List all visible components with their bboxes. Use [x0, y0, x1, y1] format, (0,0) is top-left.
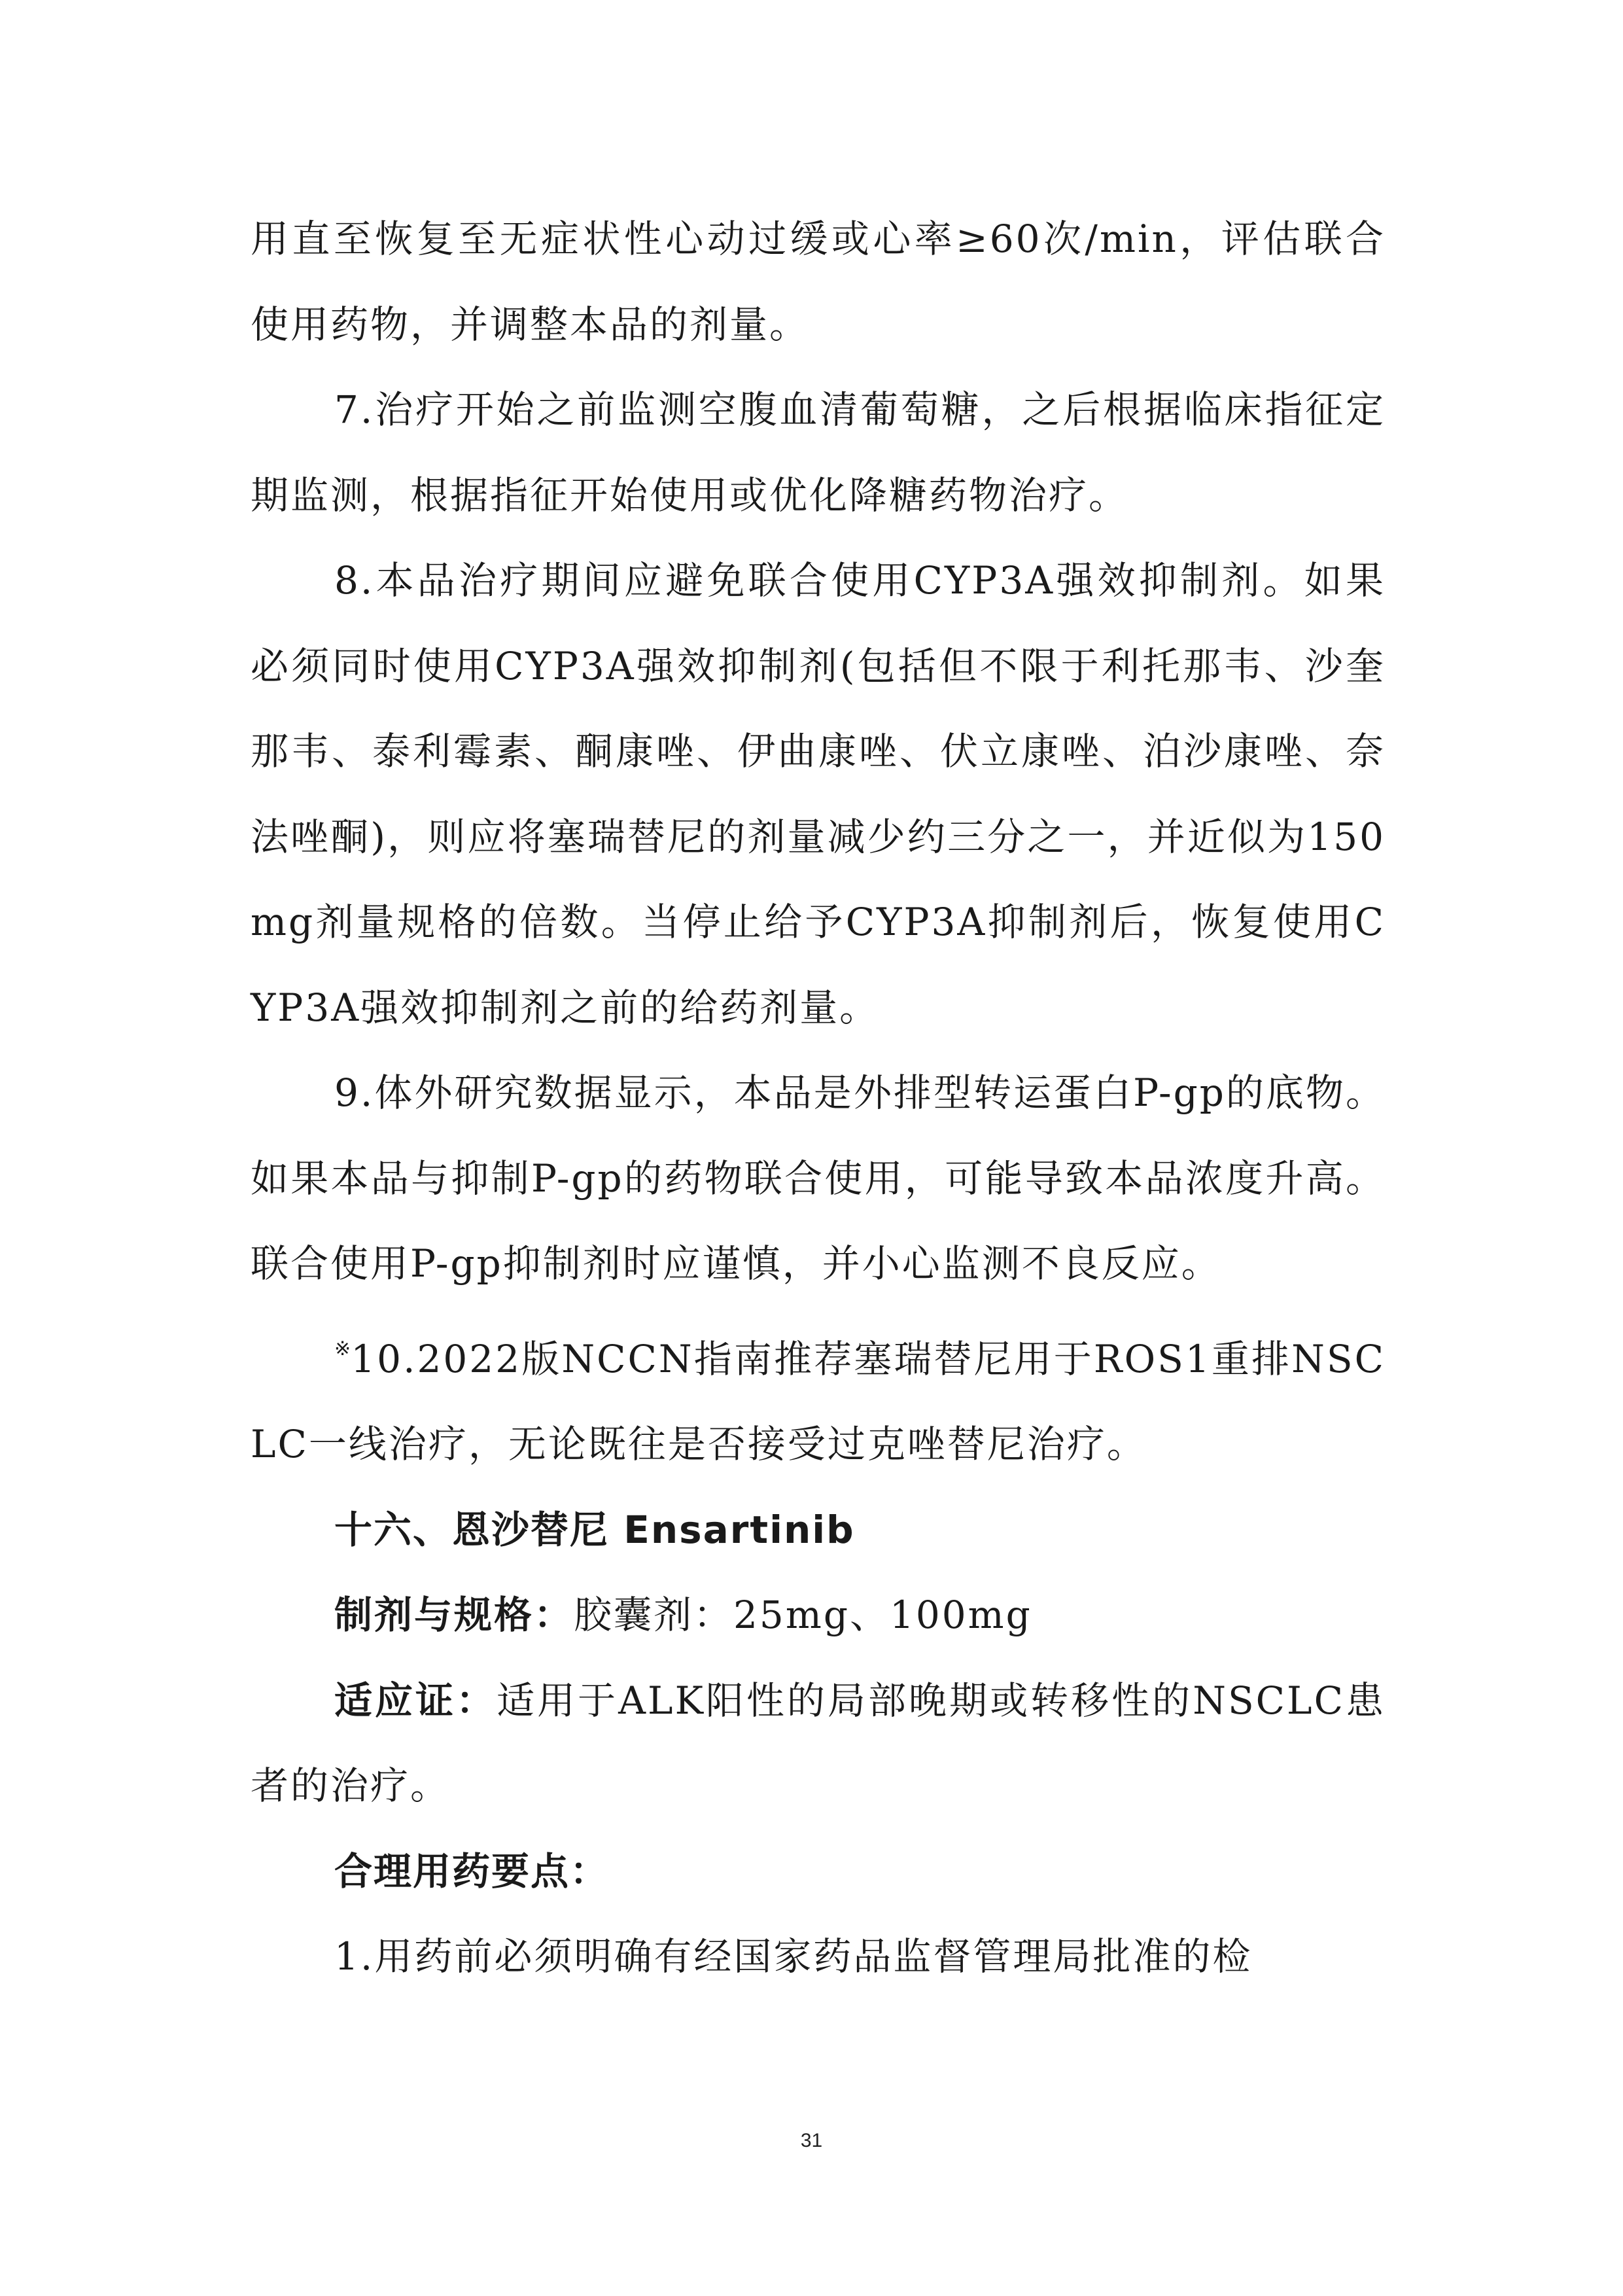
reference-mark: ※	[334, 1337, 351, 1360]
paragraph-item-8: 8.本品治疗期间应避免联合使用CYP3A强效抑制剂。如果必须同时使用CYP3A强效抑制剂(包括但不限于利托那韦、沙奎那韦、泰利霉素、酮康唑、伊曲康唑、伏立康唑、泊沙康唑、奈法唑酮)，则应将塞瑞替尼的剂量减少约三分之一，并近似为150mg剂量规格的倍数。当停止给予CYP3A抑制剂后，恢复使用CYP3A强效抑制剂之前的给药剂量。	[251, 558, 1386, 1030]
paragraph-continuation: 用直至恢复至无症状性心动过缓或心率≥60次/min，评估联合使用药物，并调整本品的剂量。	[251, 217, 1386, 347]
page-number: 31	[800, 2130, 823, 2151]
paragraph-item-10	[251, 1307, 1386, 1487]
formulation-line	[251, 1572, 1386, 1658]
section-title: 十六、恩沙替尼 Ensartinib	[334, 1507, 855, 1552]
indication-value: 适用于ALK阳性的局部晚期或转移性的NSCLC患者的治疗。	[251, 1678, 1386, 1808]
key-point-1: 1.用药前必须明确有经国家药品监督管理局批准的检	[334, 1934, 1253, 1979]
indication-label: 适应证：	[334, 1678, 497, 1723]
paragraph-item-10-text: 10.2022版NCCN指南推荐塞瑞替尼用于ROS1重排NSCLC一线治疗，无论既往是否接受过克唑替尼治疗。	[251, 1336, 1386, 1466]
formulation-label: 制剂与规格：	[334, 1593, 574, 1637]
formulation-value: 胶囊剂：25mg、100mg	[574, 1593, 1032, 1637]
key-points-title: 合理用药要点：	[334, 1848, 610, 1894]
paragraph-item-9: 9.体外研究数据显示，本品是外排型转运蛋白P-gp的底物。如果本品与抑制P-gp的药物联合使用，可能导致本品浓度升高。联合使用P-gp抑制剂时应谨慎，并小心监测不良反应。	[251, 1070, 1386, 1286]
document-body	[251, 196, 1386, 2000]
paragraph-item-7: 7.治疗开始之前监测空腹血清葡萄糖，之后根据临床指征定期监测，根据指征开始使用或优化降糖药物治疗。	[251, 387, 1386, 518]
indication-line	[251, 1658, 1386, 1829]
